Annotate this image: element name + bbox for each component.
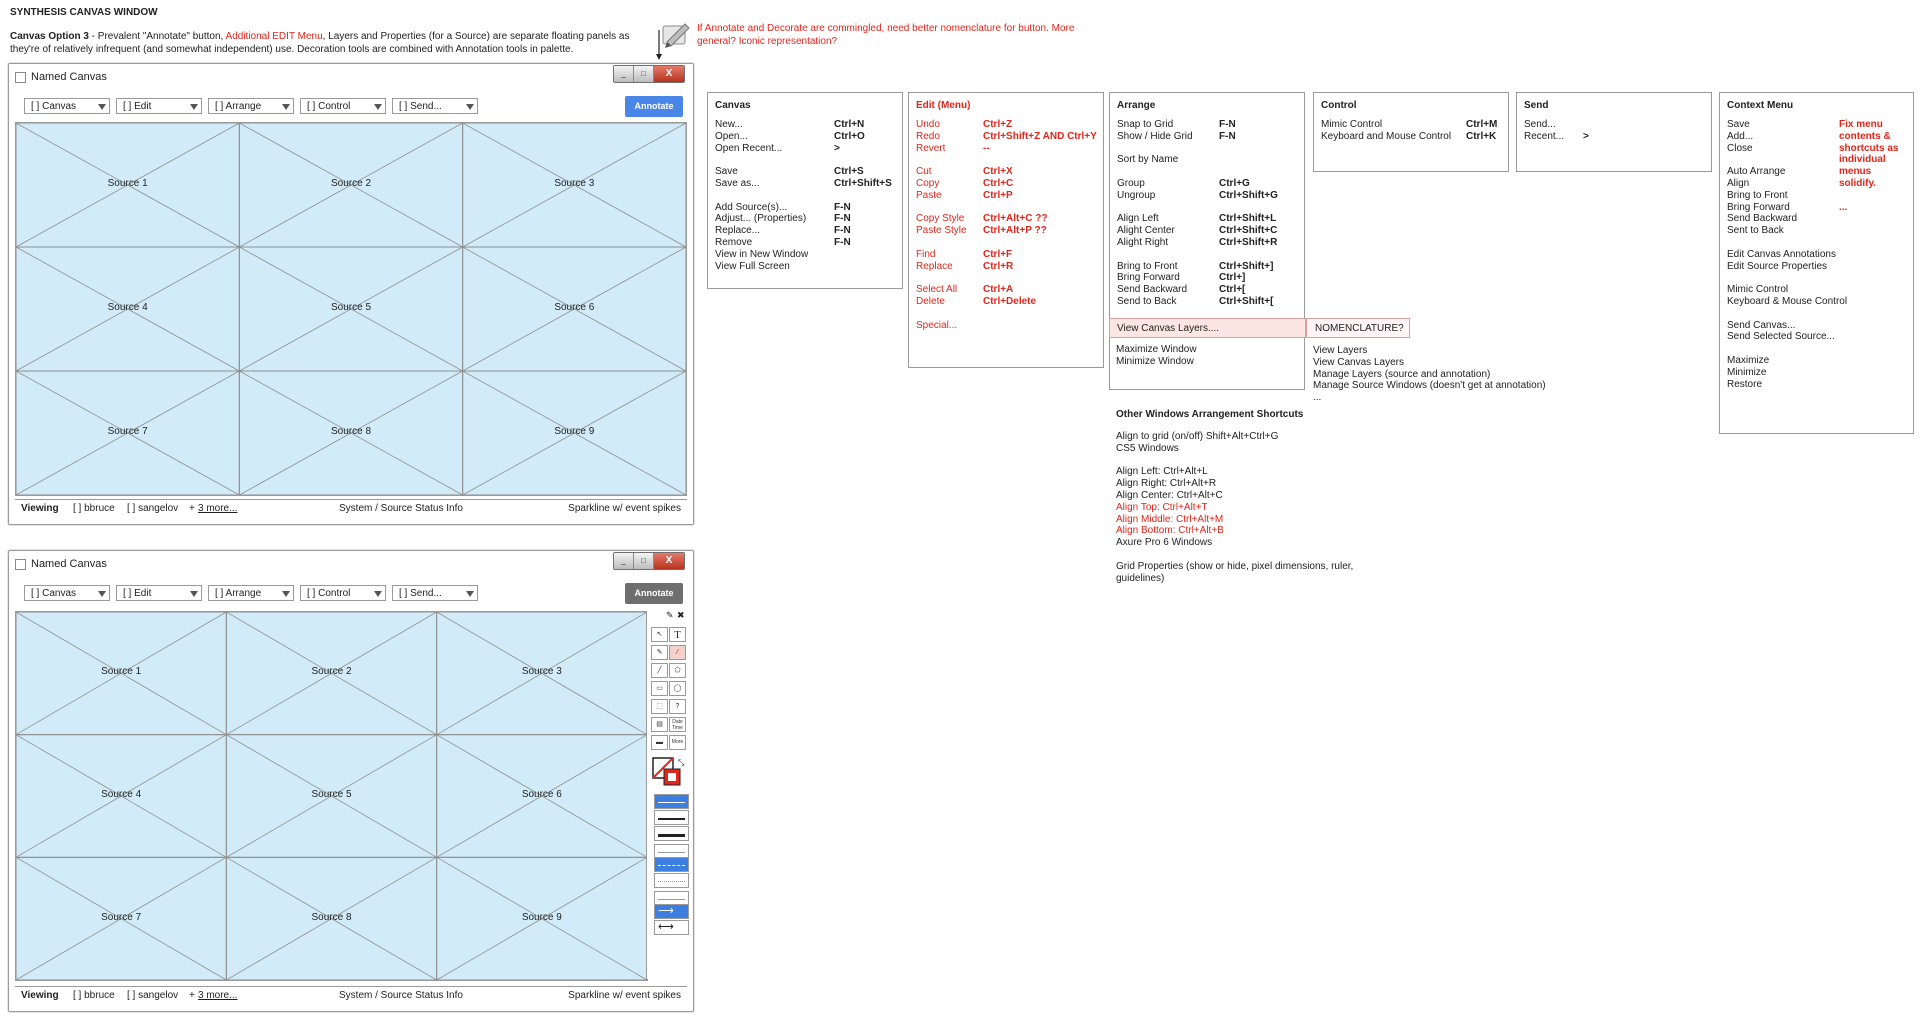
- menu-item[interactable]: Save: [715, 166, 738, 178]
- more-viewers-link[interactable]: 3 more...: [198, 503, 238, 514]
- menu-item[interactable]: Replace: [916, 260, 953, 272]
- menu-shortcut: Ctrl+M: [1466, 119, 1498, 130]
- menu-item[interactable]: Add Source(s)...: [715, 201, 788, 213]
- dropdown-label: [ ] Canvas: [31, 588, 77, 599]
- canvas-toolbar: [14, 583, 688, 607]
- status-info: System / Source Status Info: [339, 990, 463, 1001]
- menu-item[interactable]: Mimic Control: [1321, 119, 1383, 130]
- marker-icon[interactable]: ⁄: [669, 645, 686, 660]
- menu-item[interactable]: Remove: [715, 237, 753, 248]
- source-cell-label[interactable]: Source 7: [107, 426, 148, 437]
- source-cell-label[interactable]: Source 5: [311, 789, 352, 800]
- menu-item[interactable]: Undo: [916, 119, 940, 130]
- dropdown-label: [ ] Edit: [123, 101, 152, 112]
- menu-item[interactable]: Keyboard & Mouse Control: [1727, 296, 1848, 307]
- submenu-item[interactable]: ...: [1313, 392, 1322, 404]
- menu-shortcut: >: [834, 142, 840, 154]
- menu-item[interactable]: Show / Hide Grid: [1117, 130, 1193, 142]
- menu-item[interactable]: Bring Forward: [1727, 201, 1790, 213]
- menu-shortcut: Ctrl+Z: [983, 119, 1013, 130]
- menu-item[interactable]: Redo: [916, 130, 940, 142]
- source-grid: [15, 122, 687, 496]
- annotate-button[interactable]: Annotate: [625, 96, 683, 117]
- desc-text-1: - Prevalent "Annotate" button,: [88, 31, 226, 42]
- viewer-bbruce[interactable]: [ ] bbruce: [73, 990, 115, 1001]
- menu-item[interactable]: Alight Right: [1117, 237, 1169, 248]
- menu-item[interactable]: Replace...: [715, 225, 761, 237]
- crop-tool-icon[interactable]: ⬚: [651, 699, 668, 714]
- desc-text-red: Additional EDIT Menu: [225, 31, 323, 42]
- menu-item[interactable]: Copy: [916, 178, 940, 189]
- sparkline-label: Sparkline w/ event spikes: [568, 990, 681, 1001]
- arrange-menu-dropdown[interactable]: [208, 585, 294, 601]
- menu-shortcut: --: [983, 142, 990, 154]
- help-tool-icon[interactable]: ?: [669, 699, 686, 714]
- chevron-down-icon: [466, 591, 474, 597]
- dropdown-label: [ ] Send...: [399, 101, 442, 112]
- menu-shortcut: Ctrl+Shift+R: [1219, 237, 1278, 248]
- menu-item[interactable]: Minimize: [1727, 366, 1767, 378]
- option-description: [10, 30, 645, 56]
- menu-item[interactable]: Restore: [1727, 378, 1763, 390]
- more-viewers-link[interactable]: 3 more...: [198, 990, 238, 1001]
- status-bar: [15, 499, 687, 518]
- menu-shortcut: Ctrl+S: [834, 166, 864, 178]
- edit-menu-panel: [908, 92, 1104, 368]
- date-time-tool[interactable]: Date Time: [669, 717, 686, 732]
- menu-shortcut: F-N: [834, 237, 851, 248]
- menu-item[interactable]: Open Recent...: [715, 142, 783, 154]
- menu-item[interactable]: Send Selected Source...: [1727, 331, 1835, 343]
- menu-shortcut: Ctrl+[: [1219, 284, 1246, 296]
- chevron-down-icon: [98, 104, 106, 110]
- menu-item[interactable]: Send Backward: [1117, 284, 1188, 296]
- minimize-button[interactable]: _: [614, 553, 634, 569]
- submenu-item[interactable]: View Layers: [1313, 345, 1368, 356]
- source-cell-label[interactable]: Source 4: [107, 302, 148, 313]
- stroke-style-dotted[interactable]: [654, 873, 689, 888]
- menu-item[interactable]: Select All: [916, 284, 958, 296]
- context-menu-note: Fix menu: [1839, 119, 1883, 130]
- close-button[interactable]: X: [654, 66, 684, 82]
- menu-item[interactable]: Ungroup: [1117, 189, 1156, 201]
- menu-item[interactable]: Maximize Window: [1116, 344, 1197, 355]
- control-menu-dropdown[interactable]: [300, 98, 386, 114]
- menu-item[interactable]: Edit Canvas Annotations: [1727, 248, 1836, 260]
- menu-item[interactable]: Add...: [1727, 130, 1754, 142]
- send-menu-dropdown[interactable]: [392, 98, 478, 114]
- dropdown-label: [ ] Control: [307, 588, 351, 599]
- desc-text-2: , Layers and Properties (for a Source) are separate floating panels as they're of relatively infrequent (and somewhat independent) use. Decoration tools are combined with Annotation tools in palette.: [10, 31, 630, 55]
- minimize-button[interactable]: _: [614, 66, 634, 82]
- nomenclature-note: [1306, 318, 1410, 338]
- dropdown-label: [ ] Send...: [399, 588, 442, 599]
- window-controls: [613, 65, 685, 83]
- menu-shortcut: F-N: [834, 225, 851, 237]
- stroke-width-thin[interactable]: [654, 794, 689, 809]
- menu-shortcut: Ctrl+Delete: [983, 296, 1037, 307]
- menu-item[interactable]: Sent to Back: [1727, 225, 1784, 237]
- send-menu-dropdown[interactable]: [392, 585, 478, 601]
- fill-stroke-color-icon[interactable]: [652, 757, 686, 789]
- menu-title: Canvas: [715, 100, 751, 111]
- menu-shortcut: Ctrl+]: [1219, 272, 1246, 284]
- select-arrow-icon[interactable]: ↖: [651, 627, 668, 642]
- canvas-checkbox[interactable]: [15, 559, 26, 570]
- menu-shortcut: Ctrl+A: [983, 284, 1014, 296]
- view-canvas-layers-item: View Canvas Layers....: [1117, 323, 1220, 334]
- dropdown-label: [ ] Arrange: [215, 101, 262, 112]
- context-menu-note: menus: [1839, 166, 1872, 178]
- annotation-note: If Annotate and Decorate are commingled, need better nomenclature for button. More general? Iconic representation?: [697, 23, 1075, 47]
- menu-item[interactable]: Minimize Window: [1116, 355, 1194, 367]
- annotate-pen-icon: [655, 20, 695, 62]
- edit-menu-dropdown[interactable]: [116, 98, 202, 114]
- menu-item[interactable]: Auto Arrange: [1727, 166, 1786, 178]
- menu-item[interactable]: New...: [715, 119, 743, 130]
- chevron-down-icon: [466, 104, 474, 110]
- context-menu-note-dots: ...: [1839, 201, 1848, 213]
- context-menu-note: contents &: [1839, 130, 1891, 142]
- menu-item[interactable]: Maximize: [1727, 355, 1770, 366]
- menu-shortcut: F-N: [1219, 130, 1236, 142]
- palette-close-icon[interactable]: ✖: [677, 610, 685, 620]
- menu-shortcut: Ctrl+Shift+L: [1219, 213, 1277, 225]
- source-cell-label[interactable]: Source 2: [330, 178, 372, 189]
- stroke-width-medium[interactable]: [654, 810, 689, 825]
- source-cell-label[interactable]: Source 1: [107, 178, 148, 189]
- menu-item[interactable]: Sort by Name: [1117, 154, 1179, 166]
- menu-item[interactable]: Bring Forward: [1117, 272, 1180, 284]
- menu-item[interactable]: Open...: [715, 130, 748, 142]
- control-menu-dropdown[interactable]: [300, 585, 386, 601]
- menu-item[interactable]: Align Left: [1117, 213, 1159, 225]
- close-button[interactable]: X: [654, 553, 684, 569]
- menu-item[interactable]: Send...: [1524, 119, 1556, 130]
- canvas-title: Named Canvas: [31, 71, 107, 83]
- status-info: System / Source Status Info: [339, 503, 463, 514]
- rectangle-tool-icon[interactable]: ▭: [651, 681, 668, 696]
- source-cell-label[interactable]: Source 6: [554, 302, 595, 313]
- canvas-checkbox[interactable]: [15, 72, 26, 83]
- canvas-window-2: [8, 550, 694, 1012]
- menu-title: Arrange: [1117, 100, 1156, 111]
- menu-item[interactable]: Close: [1727, 142, 1753, 154]
- menu-item[interactable]: Send Backward: [1727, 213, 1798, 225]
- source-cell-label[interactable]: Source 8: [330, 426, 372, 437]
- viewer-bbruce[interactable]: [ ] bbruce: [73, 503, 115, 514]
- control-menu-panel: [1313, 92, 1509, 172]
- dropdown-label: [ ] Control: [307, 101, 351, 112]
- menu-item[interactable]: Revert: [916, 142, 946, 154]
- image-tool-icon[interactable]: ▤: [651, 717, 668, 732]
- chevron-down-icon: [282, 104, 290, 110]
- menu-shortcut: Ctrl+Alt+P ??: [983, 225, 1047, 237]
- canvas-menu-panel: [707, 92, 903, 289]
- edit-menu-dropdown[interactable]: [116, 585, 202, 601]
- dropdown-label: [ ] Canvas: [31, 101, 77, 112]
- other-shortcuts-title: Other Windows Arrangement Shortcuts: [1116, 409, 1304, 420]
- shortcut-line: Align Center: Ctrl+Alt+C: [1116, 490, 1223, 501]
- source-cell-label[interactable]: Source 5: [330, 302, 372, 313]
- option-label: Canvas Option 3: [10, 31, 89, 42]
- menu-title: Context Menu: [1727, 100, 1794, 111]
- chevron-down-icon: [98, 591, 106, 597]
- shortcut-line: Align Right: Ctrl+Alt+R: [1116, 478, 1217, 490]
- menu-shortcut: Ctrl+P: [983, 189, 1013, 201]
- context-menu-note: solidify.: [1839, 178, 1877, 189]
- maximize-button[interactable]: □: [634, 66, 654, 82]
- canvas-window-1: [8, 63, 694, 525]
- annotation-palette: [646, 611, 688, 979]
- viewer-sangelov[interactable]: [ ] sangelov: [127, 990, 179, 1001]
- menu-title: Send: [1524, 100, 1549, 111]
- canvas-title: Named Canvas: [31, 558, 107, 570]
- canvas-menu-dropdown[interactable]: [24, 98, 110, 114]
- shortcut-line: Align Bottom: Ctrl+Alt+B: [1116, 525, 1224, 537]
- submenu-item[interactable]: Manage Source Windows (doesn't get at annotation): [1313, 380, 1546, 392]
- menu-title: Control: [1321, 100, 1357, 111]
- context-menu-panel: [1719, 92, 1914, 434]
- menu-item[interactable]: Save as...: [715, 178, 760, 189]
- source-cell-label[interactable]: Source 7: [101, 911, 142, 923]
- menu-item[interactable]: Align: [1727, 178, 1750, 189]
- viewing-label: Viewing: [21, 503, 59, 514]
- menu-title: Edit (Menu): [916, 100, 971, 111]
- shortcut-line: CS5 Windows: [1116, 442, 1179, 454]
- menu-item[interactable]: Copy Style: [916, 213, 965, 225]
- shortcut-line: Align to grid (on/off) Shift+Alt+Ctrl+G: [1116, 431, 1279, 442]
- pencil-icon[interactable]: ✎: [651, 645, 668, 660]
- menu-item[interactable]: Paste Style: [916, 225, 967, 237]
- menu-shortcut: Ctrl+Shift+Z AND Ctrl+Y: [983, 130, 1097, 142]
- menu-item[interactable]: Save: [1727, 119, 1750, 130]
- ellipse-tool-icon[interactable]: ◯: [669, 681, 686, 696]
- chevron-down-icon: [190, 104, 198, 110]
- menu-item[interactable]: Alight Center: [1117, 225, 1175, 237]
- menu-item[interactable]: Special...: [916, 319, 958, 331]
- menu-shortcut: Ctrl+Alt+C ??: [983, 213, 1048, 225]
- menu-item[interactable]: Snap to Grid: [1117, 119, 1174, 130]
- dropdown-label: [ ] Arrange: [215, 588, 262, 599]
- svg-text:⤡: ⤡: [678, 758, 685, 767]
- menu-item[interactable]: View in New Window: [715, 248, 809, 260]
- dropdown-label: [ ] Edit: [123, 588, 152, 599]
- menu-item[interactable]: Mimic Control: [1727, 284, 1789, 296]
- annotate-button[interactable]: Annotate: [625, 583, 683, 604]
- menu-item[interactable]: Send Canvas...: [1727, 319, 1796, 331]
- menu-shortcut: Ctrl+O: [834, 130, 865, 142]
- context-menu-note: shortcuts as: [1839, 142, 1899, 154]
- shortcut-line: Align Middle: Ctrl+Alt+M: [1116, 513, 1224, 525]
- source-cell-label[interactable]: Source 9: [521, 911, 562, 923]
- send-menu-panel: [1516, 92, 1712, 172]
- menu-item[interactable]: Cut: [916, 166, 932, 178]
- source-cell-label[interactable]: Source 3: [521, 666, 562, 678]
- palette-pin-icon[interactable]: ✎: [666, 610, 674, 620]
- chevron-down-icon: [282, 591, 290, 597]
- menu-shortcut: Ctrl+Shift+G: [1219, 189, 1278, 201]
- source-cell-label[interactable]: Source 8: [311, 911, 352, 923]
- source-cell-label[interactable]: Source 1: [101, 666, 142, 678]
- menu-item[interactable]: View Full Screen: [715, 260, 790, 272]
- arrange-menu-dropdown[interactable]: [208, 98, 294, 114]
- menu-shortcut: Ctrl+G: [1219, 178, 1250, 189]
- menu-item[interactable]: Paste: [916, 189, 942, 201]
- context-menu-note: individual: [1839, 154, 1886, 166]
- shortcut-line: Align Top: Ctrl+Alt+T: [1116, 501, 1208, 513]
- canvas-toolbar: [14, 96, 688, 120]
- menu-shortcut: Ctrl+Shift+]: [1219, 260, 1274, 272]
- menu-item[interactable]: Find: [916, 248, 936, 260]
- menu-item[interactable]: Group: [1117, 178, 1145, 189]
- chevron-down-icon: [374, 591, 382, 597]
- menu-item[interactable]: Recent...: [1524, 130, 1565, 142]
- viewer-sangelov[interactable]: [ ] sangelov: [127, 503, 179, 514]
- shortcut-line: guidelines): [1116, 572, 1165, 584]
- polygon-tool-icon[interactable]: ⬠: [669, 663, 686, 678]
- menu-shortcut: Ctrl+Shift+S: [834, 178, 892, 189]
- stroke-width-thick[interactable]: [654, 826, 689, 841]
- sparkline-label: Sparkline w/ event spikes: [568, 503, 681, 514]
- status-bar: [15, 986, 687, 1005]
- menu-item[interactable]: Bring to Front: [1727, 189, 1788, 201]
- menu-shortcut: Ctrl+F: [983, 248, 1013, 260]
- source-cell-label[interactable]: Source 9: [554, 426, 595, 437]
- shortcut-line: Grid Properties (show or hide, pixel dimensions, ruler,: [1116, 560, 1354, 572]
- source-cell-label[interactable]: Source 2: [311, 666, 352, 678]
- submenu-item[interactable]: Manage Layers (source and annotation): [1313, 368, 1491, 380]
- menu-shortcut: F-N: [834, 201, 851, 213]
- menu-item[interactable]: Send to Back: [1117, 296, 1177, 307]
- film-tool-icon[interactable]: ▬: [651, 735, 668, 750]
- menu-shortcut: >: [1583, 130, 1589, 142]
- viewing-label: Viewing: [21, 990, 59, 1001]
- source-grid: [15, 611, 648, 981]
- nomenclature-text: NOMENCLATURE?: [1315, 323, 1404, 334]
- shortcut-line: Axure Pro 6 Windows: [1116, 537, 1213, 549]
- stroke-style-dashed[interactable]: [654, 857, 689, 872]
- canvas-menu-dropdown[interactable]: [24, 585, 110, 601]
- plus-sign: +: [189, 503, 195, 514]
- chevron-down-icon: [190, 591, 198, 597]
- view-canvas-layers-highlight[interactable]: [1109, 318, 1306, 338]
- arrow-style-both-icon[interactable]: ⟷: [654, 920, 689, 935]
- menu-item[interactable]: Adjust... (Properties): [715, 213, 807, 225]
- menu-shortcut: Ctrl+N: [834, 119, 865, 130]
- arrow-style-right-icon[interactable]: ⟶: [654, 904, 689, 919]
- more-tools[interactable]: More: [669, 735, 686, 750]
- menu-shortcut: F-N: [1219, 119, 1236, 130]
- menu-shortcut: Ctrl+X: [983, 166, 1013, 178]
- menu-shortcut: Ctrl+Shift+C: [1219, 225, 1278, 237]
- text-tool-icon[interactable]: T: [669, 627, 686, 642]
- menu-shortcut: F-N: [834, 213, 851, 225]
- shortcut-line: Align Left: Ctrl+Alt+L: [1116, 466, 1208, 478]
- menu-shortcut: Ctrl+R: [983, 260, 1014, 272]
- menu-item[interactable]: Keyboard and Mouse Control: [1321, 130, 1452, 142]
- menu-item[interactable]: Edit Source Properties: [1727, 260, 1828, 272]
- menu-item[interactable]: Bring to Front: [1117, 260, 1178, 272]
- menu-item[interactable]: Delete: [916, 296, 945, 307]
- source-cell-label[interactable]: Source 6: [521, 789, 562, 800]
- plus-sign: +: [189, 990, 195, 1001]
- maximize-button[interactable]: □: [634, 553, 654, 569]
- menu-shortcut: Ctrl+C: [983, 178, 1014, 189]
- submenu-item[interactable]: View Canvas Layers: [1313, 356, 1404, 368]
- line-tool-icon[interactable]: ╱: [651, 663, 668, 678]
- page-title: SYNTHESIS CANVAS WINDOW: [10, 7, 158, 18]
- source-cell-label[interactable]: Source 4: [101, 789, 142, 800]
- chevron-down-icon: [374, 104, 382, 110]
- menu-shortcut: Ctrl+K: [1466, 130, 1497, 142]
- source-cell-label[interactable]: Source 3: [554, 178, 595, 189]
- menu-shortcut: Ctrl+Shift+[: [1219, 296, 1274, 307]
- window-controls: [613, 552, 685, 570]
